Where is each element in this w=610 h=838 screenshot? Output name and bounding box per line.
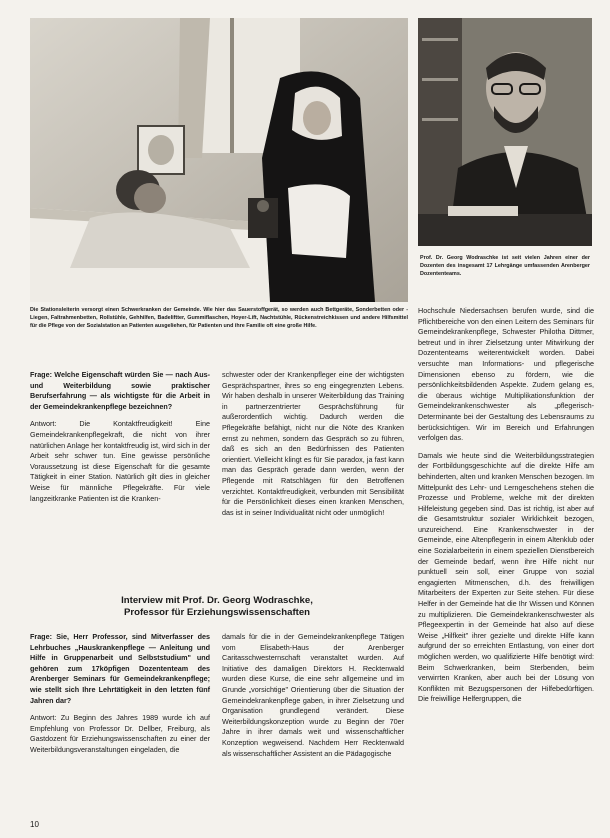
interview1-right-column	[222, 370, 404, 525]
interview1-answer: Antwort: Die Kontaktfreudigkeit! Eine Gemeindekrankenpflegekraft, die nicht von ihrer natürlichen Anlage her kontaktfreudig ist, wird sich in der Arbeit sehr schwer tun. Eine gewisse persönliche Voraussetzung ist diese Eigenschaft für die gesamte Tätigkeit in einer Station. Natürlich gilt dies in gleicher Weise für männliche Pflegekräfte. Für viele langzeitkranke Patienten ist die Kranken-	[30, 419, 210, 503]
photo-nurse-with-patient-image	[30, 18, 408, 302]
interview2-heading-line2: Professor für Erziehungswissenschaften	[123, 607, 311, 618]
photo-prof-wodraschke-image	[418, 18, 592, 246]
interview2-question: Frage: Sie, Herr Professor, sind Mitverfasser des Lehrbuches „Hauskrankenpflege — Anleitung und Hilfe in Gruppenarbeit und Selbststudium" und gehören zum 17köpfigen Dozententeam des Arenberger Seminars für Gemeindekrankenpflege; wie stellt sich Ihre Lehrtätigkeit in den letzten fünf Jahren dar?	[30, 632, 210, 705]
photo-prof-wodraschke	[418, 18, 592, 246]
photo-caption-right	[420, 254, 590, 278]
right-column-paragraph-1: Hochschule Niedersachsen berufen wurde, sind die Pflichtbereiche von den einen Leitern des Seminars für Gemeindekrankenpflege, Schwester Philotha Dittmer, betreut und in ihrer Zielsetzung unter Mitwirkung der Dozententeams weiterentwickelt worden. Dabei versuchte man Informations- und pflegerische Dimensionen ebenso zu fördern, wie die persönlichkeitsbildenden Aspekte. Zudem gelang es, die überaus wichtige Multiplikationsfunktion der Gemeindekrankenschwester als „pflegerisch-Determinante bei der Gestaltung des Lebensraums zu berücksichtigen. Wir im Bereich und Erfahrungen verfolgen das.	[418, 306, 594, 443]
interview2-right-column	[222, 632, 404, 766]
interview2-heading-line1: Interview mit Prof. Dr. Georg Wodraschke,	[121, 595, 313, 606]
photo-caption-left-text: Die Stationsleiterin versorgt einen Schwerkranken der Gemeinde. Wie hier das Sauerstoffgerät, so werden auch Bettgeräte, Sonderbetten oder -Liegen, Faltrahmenbetten, Rollstühle, Gehhilfen, Badeliftter, Gummiflaschen, Hoyer-Lift, Nachtstühle, Rückenstreichkissen und andere Hilfsmittel für die Pflege von der Sozialstation an Patienten ausgeliehen, für Patienten und ihre Familie oft eine große Hilfe.	[30, 307, 408, 329]
interview2-left-column	[30, 632, 210, 763]
interview2-continuation: damals für die in der Gemeindekrankenpflege Tätigen vom Elisabeth-Haus der Arenberger Caritasschwesternschaft veranstaltet wurden. Auf Initiative des damaligen Direktors H. Recktenwald wurden diese Kurse, die eine sehr allgemeine und im Grunde „vorsichtige" Orientierung über die Situation der Gemeindekrankenpflege gaben, in ihrer Zielsetzung und Organisation grundlegend verändert. Diese Weiterbildungskonzeption wurde zu Beginn der 70er Jahre in ihrer damals weit und wissenschaftlicher Konzeption wegweisend. Nachdem Herr Recktenwald als wissenschaftlicher Assistent an die Pädagogische	[222, 632, 404, 758]
interview1-continuation: schwester oder der Krankenpfleger eine der wichtigsten Gesprächspartner, ihres so eng eingegrenzten Lebens. Wir haben deshalb in unserer Weiterbildung das Training in partnerzentrierter Gesprächsführung für außerordentlich wichtig. Dadurch werden die Pflegekräfte befähigt, nicht nur die Nöte des Kranken ernst zu nehmen, sondern das Gespräch so zu führen, daß es sich an den Bedürfnissen des Patienten orientiert. Vielleicht klingt es für Sie paradox, ja fast kann man das Gespräch gerade dann werden, wenn der Pflegende mit Ratschlägen für den Betroffenen verzichtet. Kontaktfreudigkeit, verbunden mit Sensibilität für die Persönlichkeit dieses einen kranken Menschen, das ist in seiner Individualität nicht oder unmöglich!	[222, 370, 404, 517]
interview1-question: Frage: Welche Eigenschaft würden Sie — nach Aus- und Weiterbildung sowie praktischer Berufserfahrung — als wichtigste für die Arbeit in der Gemeindekrankenpflege bezeichnen?	[30, 370, 210, 411]
page-number: 10	[30, 820, 39, 829]
right-column-paragraph-2: Damals wie heute sind die Weiterbildungsstrategien der Fortbildungsgeschichte auf die direkte Hilfe am behinderten, alten und kranken Menschen bezogen. Im Mittelpunkt des Lehr- und Lerngeschehens stehen die Prozesse und Probleme, welche mit der direkten Hilfeleistung gegeben sind. Das ist richtig, ist aber auf die Gesamtstruktur sozialer Wirklichkeit bezogen, unzureichend. Eine Krankenschwester in der Gemeinde, eine Altenpflegerin in einem Altenklub oder eine Sozialarbeiterin in einem speziellen Dienstbereich der Gemeinde bedarf, wenn ihre Hilfe nicht nur punktuell sein soll, einer Gruppe von sozial engagierten Mitmenschen, d.h. des freiwilligen Mitarbeiters der Experten zur Seite stehen. Für diese Helfer in der Gemeinde hat die Ihr Wissen und Können zu multiplizieren. Die Gemeindekrankenschwester als Pflegeexpertin in der Gemeinde hat also auf diese Weise „Hilfkeit" ihrer gezielte und direkte Hilfe kann aufgrund der so erreichten Entlastung, von einer dort möglichen werden, wo qualifizierte Hilfe benötigt wird: Beim Schwerkranken, beim Sterbenden, beim verwirrten Kranken, aber auch bei der Lösung von Konflikten mit Bezugspersonen der Hilfebedürftigen. Die freiwillige Helfergruppen, die	[418, 450, 594, 704]
interview2-heading	[30, 595, 404, 619]
interview1-left-column	[30, 370, 210, 511]
photo-caption-left	[30, 306, 408, 330]
photo-nurse-with-patient	[30, 18, 408, 302]
photo-caption-right-text: Prof. Dr. Georg Wodraschke ist seit vielen Jahren einer der Dozenten des insgesamt 17 Lehrgänge umfassenden Arenberger Dozententeams.	[420, 255, 590, 277]
interview2-answer: Antwort: Zu Beginn des Jahres 1989 wurde ich auf Empfehlung von Professor Dr. Dellber, Freiburg, als Gastdozent für Erziehungswissenschaften zu einer der Weiterbildungsveranstaltungen eingeladen, die	[30, 713, 210, 754]
right-text-column	[418, 306, 594, 712]
